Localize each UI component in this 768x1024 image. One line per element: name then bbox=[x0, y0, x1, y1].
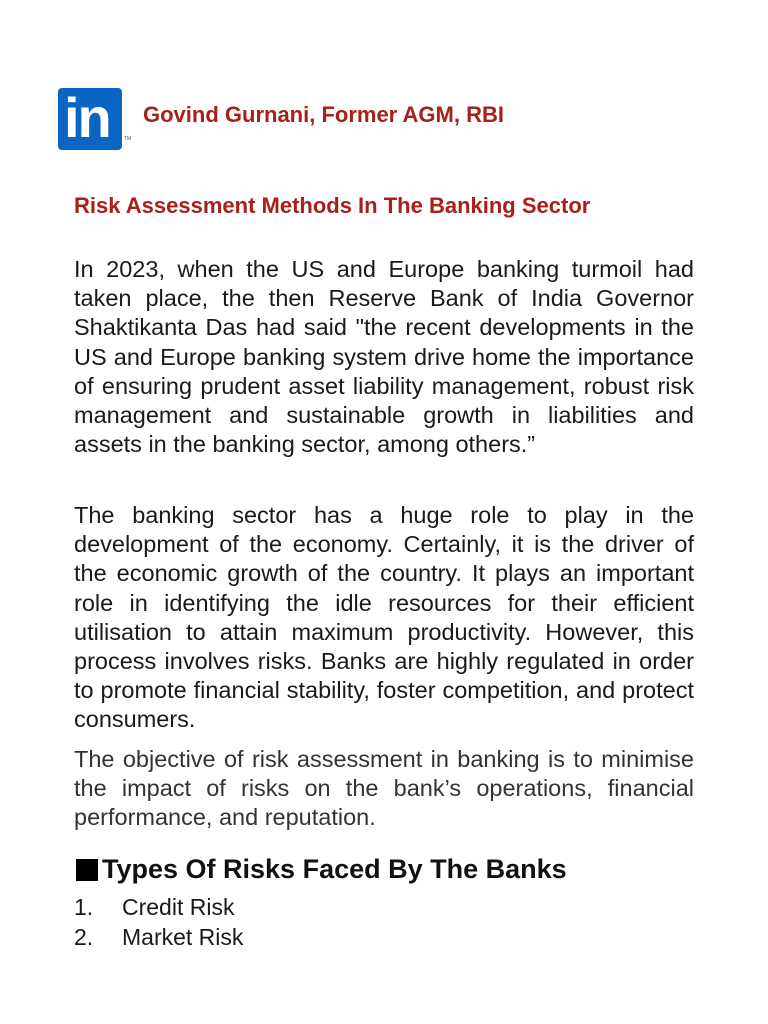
header bbox=[58, 86, 132, 150]
square-bullet-icon bbox=[76, 859, 98, 881]
linkedin-logo-text: in bbox=[64, 86, 110, 149]
list-item-number: 2. bbox=[74, 924, 94, 950]
list-item-number: 1. bbox=[74, 894, 94, 920]
section-heading bbox=[76, 854, 567, 885]
paragraph-1: In 2023, when the US and Europe banking turmoil had taken place, the then Reserve Bank of India Governor Shaktikanta Das had said "the recent developments in the US and Europe banking system drive home the importance of ensuring prudent asset liability management, robust risk management and sustainable growth in liabilities and assets in the banking sector, among others.” bbox=[74, 256, 694, 458]
article-title: Risk Assessment Methods In The Banking Sector bbox=[74, 193, 591, 218]
paragraph-1-container bbox=[74, 255, 694, 459]
linkedin-logo-icon[interactable] bbox=[58, 86, 132, 150]
paragraph-3-container bbox=[74, 745, 694, 833]
paragraph-3: The objective of risk assessment in banking is to minimise the impact of risks on the bank’s operations, financial performance, and reputation. bbox=[74, 746, 694, 831]
list-item-label: Credit Risk bbox=[122, 894, 235, 920]
trademark-mark: TM bbox=[124, 136, 132, 142]
paragraph-2-container bbox=[74, 501, 694, 735]
author-byline: Govind Gurnani, Former AGM, RBI bbox=[143, 102, 504, 127]
list-item bbox=[74, 922, 243, 952]
section-heading-text: Types Of Risks Faced By The Banks bbox=[102, 854, 567, 884]
risk-list bbox=[74, 892, 243, 952]
paragraph-2: The banking sector has a huge role to play in the development of the economy. Certainly, it is the driver of the economic growth of the country. It plays an important role in identifying the idle resources for their efficient utilisation to attain maximum productivity. However, this process involves risks. Banks are highly regulated in order to promote financial stability, foster competition, and protect consumers. bbox=[74, 502, 694, 733]
list-item-label: Market Risk bbox=[122, 924, 244, 950]
list-item bbox=[74, 892, 243, 922]
